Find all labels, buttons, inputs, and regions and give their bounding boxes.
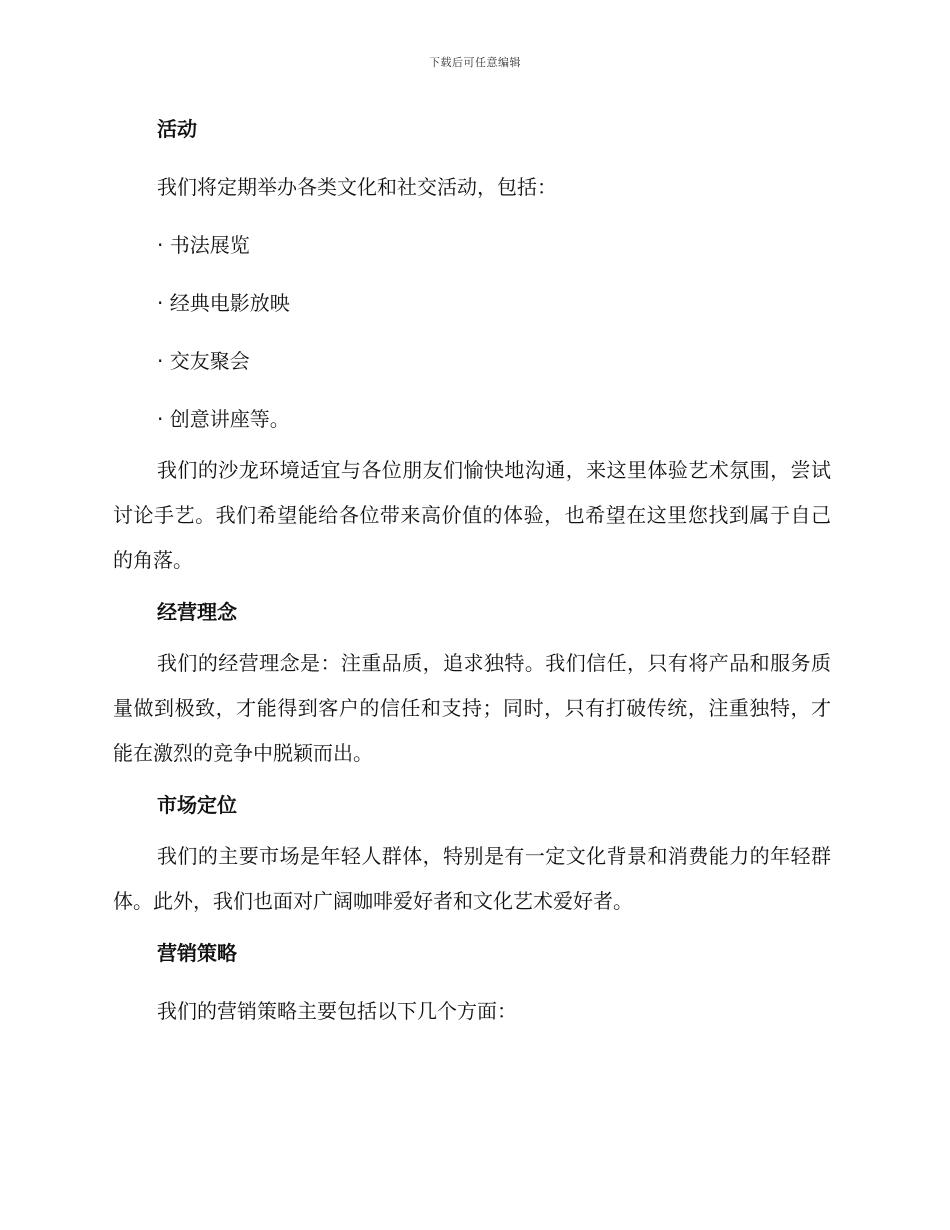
list-item-film: · 经典电影放映 [157,291,290,315]
marketing-body: 我们的营销策略主要包括以下几个方面： [157,999,517,1023]
activities-intro: 我们将定期举办各类文化和社交活动，包括： [157,175,557,199]
document-body [113,112,831,1028]
list-item-lecture: · 创意讲座等。 [157,407,290,431]
activities-closing: 我们的沙龙环境适宜与各位朋友们愉快地沟通，来这里体验艺术氛围，尝试讨论手艺。我们希望能给各位带来高价值的体验，也希望在这里您找到属于自己的角落。 [113,458,831,572]
heading-philosophy: 经营理念 [157,600,237,624]
heading-market: 市场定位 [157,793,237,817]
market-body: 我们的主要市场是年轻人群体，特别是有一定文化背景和消费能力的年轻群体。此外，我们也面对广阔咖啡爱好者和文化艺术爱好者。 [113,844,831,913]
heading-activities: 活动 [157,117,197,141]
heading-marketing: 营销策略 [157,941,237,965]
page-header: 下载后可任意编辑 [429,56,521,69]
list-item-social: · 交友聚会 [157,349,250,373]
philosophy-body: 我们的经营理念是：注重品质，追求独特。我们信任，只有将产品和服务质量做到极致，才能得到客户的信任和支持；同时，只有打破传统，注重独特，才能在激烈的竞争中脱颖而出。 [113,651,831,765]
list-item-calligraphy: · 书法展览 [157,233,250,257]
